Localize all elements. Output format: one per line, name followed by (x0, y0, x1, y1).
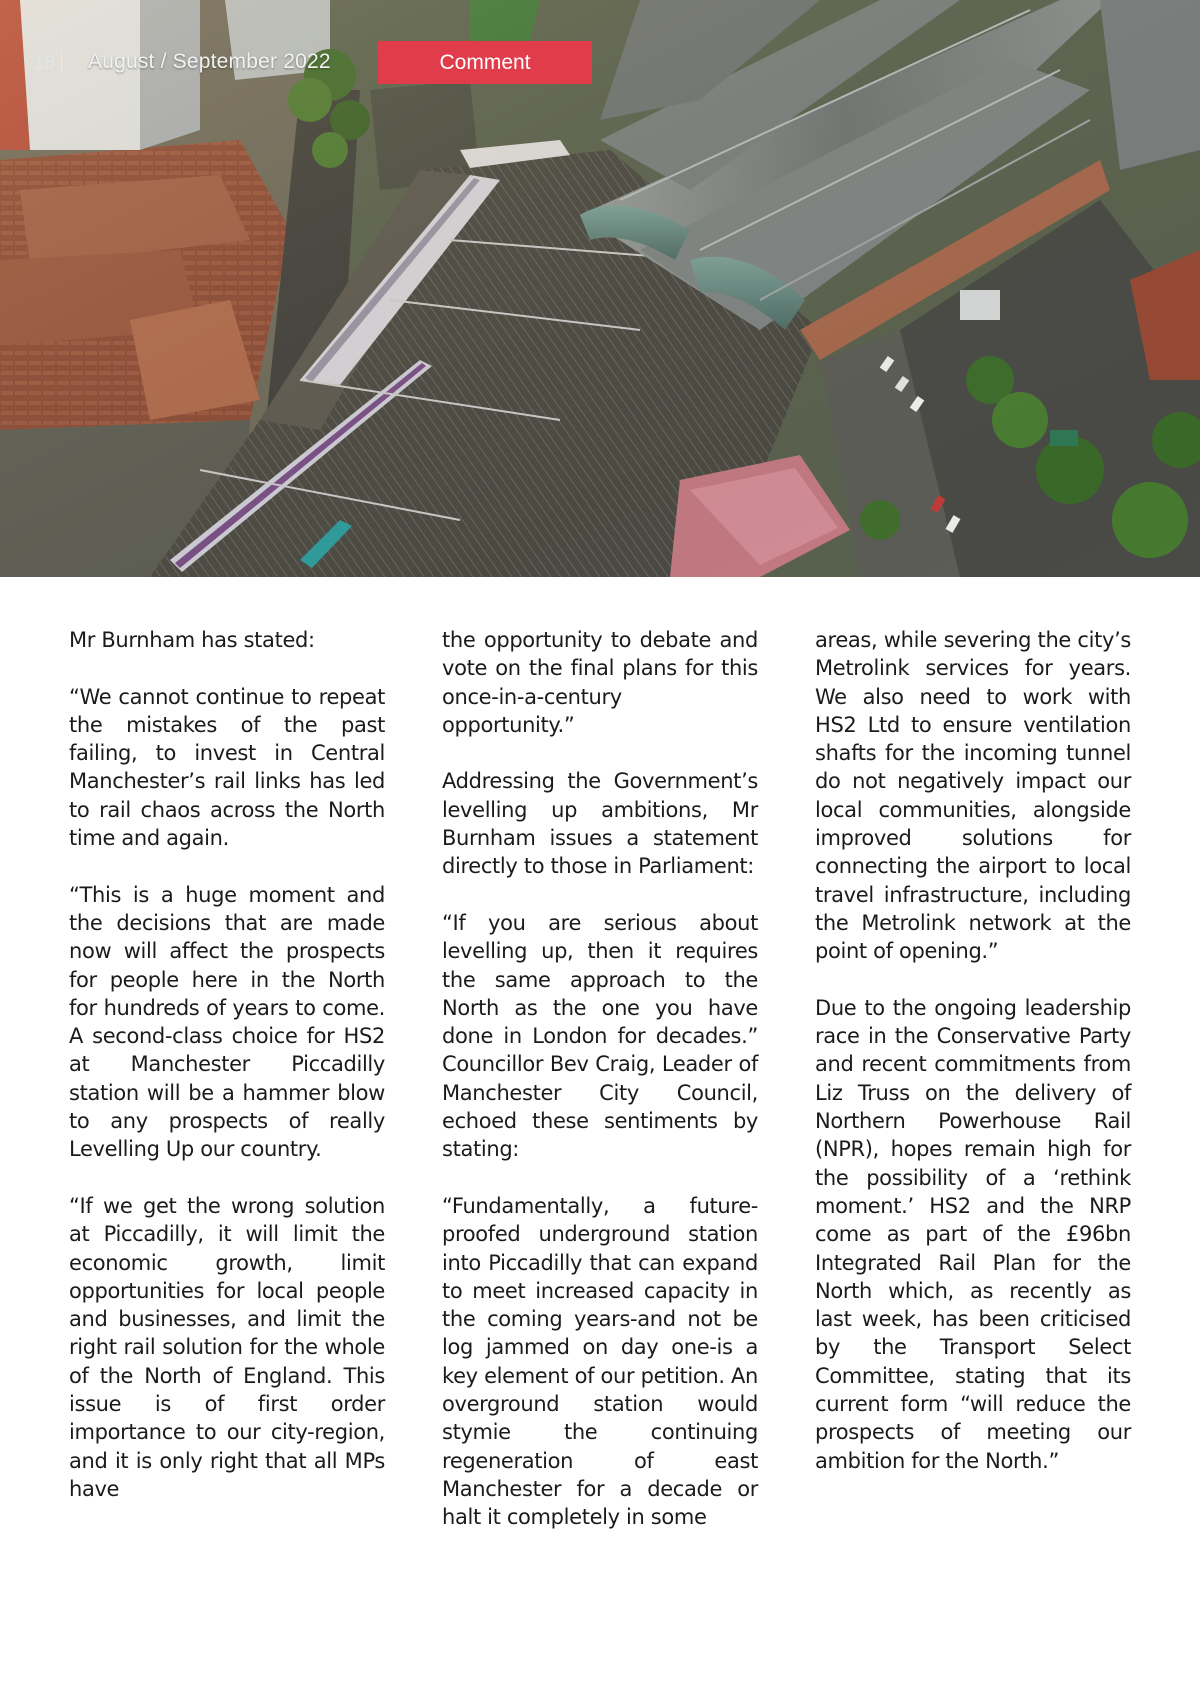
text-column-1 (69, 626, 385, 1503)
issue-date: August / September 2022 (88, 50, 331, 73)
text-column-2 (442, 626, 758, 1532)
paragraph: “If we get the wrong solution at Piccadilly, it will limit the economic growth, limit opportunities for local people and businesses, and limit the right rail solution for the whole of the North of England. This issue is of first order importance to our city-region, and it is only right that all MPs have (69, 1193, 385, 1501)
paragraph: Addressing the Government’s levelling up ambitions, Mr Burnham issues a statement directly to those in Parliament: (442, 769, 758, 879)
paragraph: Mr Burnham has stated: (69, 628, 315, 652)
paragraph: Due to the ongoing leadership race in the Conservative Party and recent commitments from Liz Truss on the delivery of Northern Powerhouse Rail (NPR), hopes remain high for the possibility of a ‘rethink moment.’ HS2 and the NRP come as part of the £96bn Integrated Rail Plan for the North which, as recently as last week, has been criticised by the Transport Select Committee, stating that its current form “will reduce the prospects of meeting our ambition for the North.” (815, 995, 1131, 1473)
page-header (0, 40, 1200, 84)
article-body (69, 626, 1131, 1626)
paragraph: “Fundamentally, a future-proofed underground station into Piccadilly that can expand to meet increased capacity in the coming years-and not be log jammed on day one-is a key element of our petition. An overground station would stymie the continuing regeneration of east Manchester for a decade or halt it completely in some (442, 1193, 758, 1530)
paragraph: the opportunity to debate and vote on the final plans for this once-in-a-century opportunity.” (442, 628, 758, 737)
section-tag-comment: Comment (378, 41, 592, 84)
paragraph: areas, while severing the city’s Metrolink services for years. We also need to work with HS2 Ltd to ensure ventilation shafts for the incoming tunnel do not negatively impact our local communities, alongside improved solutions for connecting the airport to local travel infrastructure, including the Metrolink network at the point of opening.” (815, 628, 1131, 964)
hero-photo (0, 0, 1200, 577)
text-column-3 (815, 626, 1131, 1475)
aerial-photo-station-icon (0, 0, 1200, 577)
paragraph: “We cannot continue to repeat the mistakes of the past failing, to invest in Central Manchester’s rail links has led to rail chaos across the North time and again. (69, 684, 385, 851)
page-number: 18 (34, 53, 56, 74)
paragraph: “If you are serious about levelling up, then it requires the same approach to the North as the one you have done in London for decades.” Councillor Bev Craig, Leader of Manchester City Council, echoed these sentiments by stating: (442, 910, 758, 1162)
paragraph: “This is a huge moment and the decisions that are made now will affect the prospects for people here in the North for hundreds of years to come. A second-class choice for HS2 at Manchester Piccadilly station will be a hammer blow to any prospects of really Levelling Up our country. (69, 882, 385, 1162)
header-divider (61, 52, 62, 74)
